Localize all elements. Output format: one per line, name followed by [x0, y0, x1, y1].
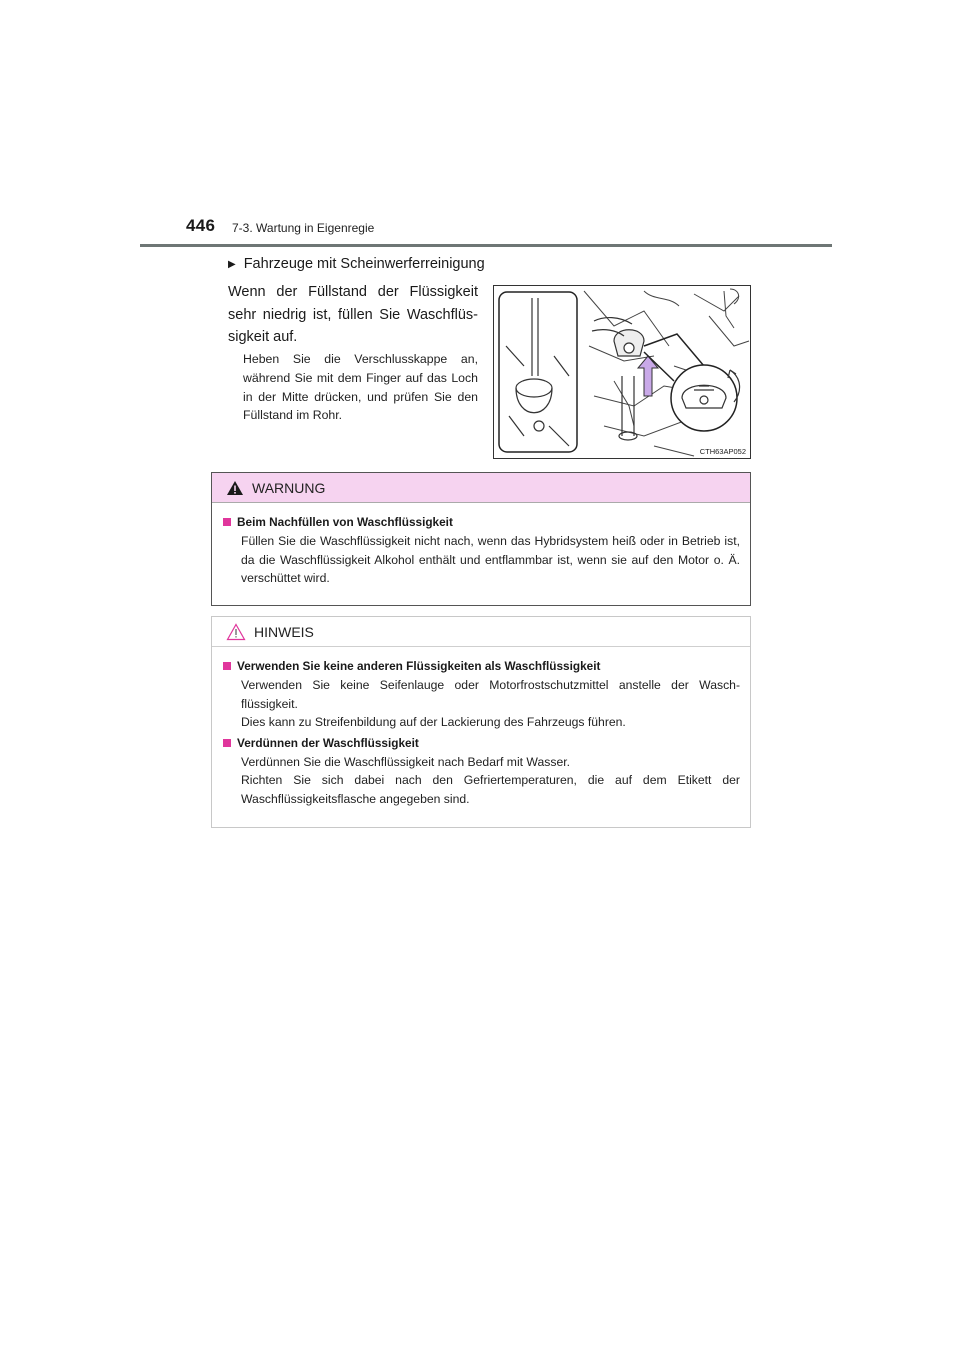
notice-box	[211, 616, 751, 828]
washer-cap-illustration	[493, 285, 751, 459]
warning-header	[212, 473, 750, 503]
header-rule	[140, 244, 832, 247]
notice-item-1-text	[241, 676, 740, 732]
illustration-drawing	[494, 286, 750, 458]
notice-item-2-title: Verdünnen der Waschflüssigkeit	[237, 735, 419, 750]
subheading	[228, 256, 485, 272]
warning-item-text: Füllen Sie die Waschflüssigkeit nicht nach, wenn das Hybridsystem heiß oder in Betrieb ist, da die Waschflüssigkeit Alkohol enthält und entflammbar ist, wenn sie auf den Motor o. Ä. verschüttet wird.	[241, 534, 740, 586]
warning-triangle-outline-icon	[226, 623, 246, 641]
notice-item-2	[223, 736, 740, 809]
cap-detail-inset	[671, 365, 737, 431]
notice-item-1-title: Verwenden Sie keine anderen Flüssigkeiten als Waschflüssigkeit	[237, 659, 601, 673]
warning-box	[211, 472, 751, 606]
bullet-square-icon	[223, 662, 231, 670]
notice-item-2-line-2: Richten Sie sich dabei nach den Gefriertemperaturen, die auf dem Etikett der Waschflüssigkeitsflasche angegeben sind.	[241, 773, 740, 806]
instruction-paragraph: Heben Sie die Verschlusskappe an, während Sie mit dem Finger auf das Loch in der Mitte drücken, und prüfen Sie den Füllstand im Rohr.	[243, 352, 478, 423]
notice-item-2-text	[241, 753, 740, 809]
bullet-square-icon	[223, 739, 231, 747]
figure-code: CTH63AP052	[699, 447, 746, 456]
section-title: 7-3. Wartung in Eigenregie	[232, 221, 375, 235]
warning-item	[223, 515, 740, 588]
warning-label: WARNUNG	[252, 479, 326, 496]
warning-item-title: Beim Nachfüllen von Waschflüssigkeit	[237, 515, 453, 529]
intro-paragraph: Wenn der Füllstand der Flüssigkeit sehr niedrig ist, füllen Sie Waschflüs-sigkeit auf.	[228, 284, 478, 345]
warning-triangle-filled-icon	[226, 480, 244, 496]
triangle-right-icon: ▶	[228, 258, 236, 270]
subheading-text: Fahrzeuge mit Scheinwerferreinigung	[243, 256, 485, 272]
notice-label: HINWEIS	[254, 623, 314, 640]
notice-item-1-line-2: Dies kann zu Streifenbildung auf der Lackierung des Fahrzeugs führen.	[241, 715, 626, 730]
notice-item-1	[223, 659, 740, 732]
notice-item-2-line-1: Verdünnen Sie die Waschflüssigkeit nach Bedarf mit Wasser.	[241, 754, 570, 769]
notice-header	[212, 617, 750, 647]
bullet-square-icon	[223, 518, 231, 526]
notice-item-1-line-1: Verwenden Sie keine Seifenlauge oder Motorfrostschutzmittel anstelle der Wasch-flüssigkeit.	[241, 678, 740, 711]
page-number: 446	[186, 216, 216, 235]
